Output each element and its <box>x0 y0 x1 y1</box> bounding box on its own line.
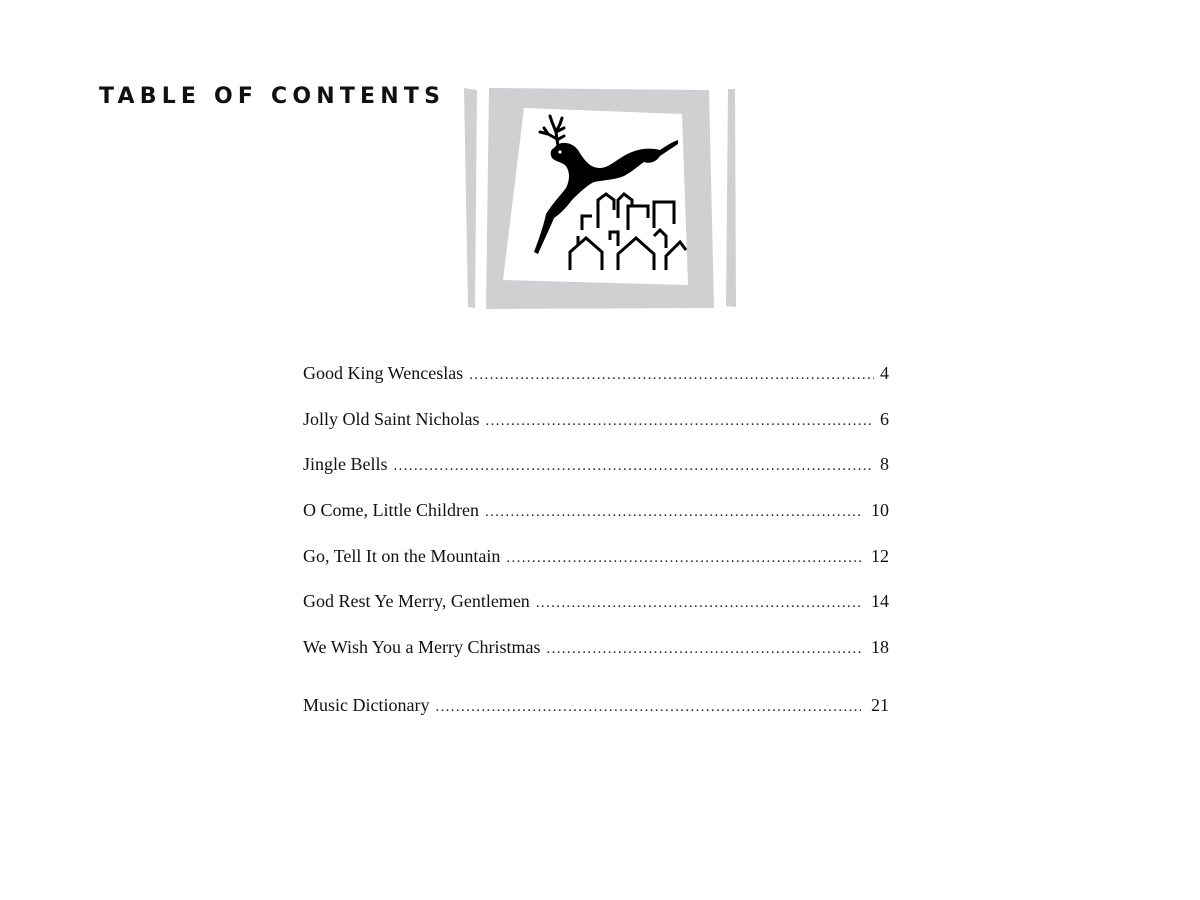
toc-entry-page: 21 <box>871 695 889 716</box>
dot-leader <box>435 692 861 722</box>
toc-entry-god-rest-ye-merry-gentlemen[interactable] <box>303 586 889 616</box>
toc-entry-title: Music Dictionary <box>303 695 430 716</box>
toc-entry-page: 8 <box>880 454 889 475</box>
toc-entry-title: We Wish You a Merry Christmas <box>303 637 541 658</box>
toc-entry-page: 12 <box>871 545 889 566</box>
dot-leader <box>394 451 875 481</box>
toc-entry-go-tell-it-on-the-mountain[interactable] <box>303 541 889 571</box>
toc-entry-jolly-old-saint-nicholas[interactable] <box>303 404 889 434</box>
toc-entry-good-king-wenceslas[interactable] <box>303 358 889 388</box>
toc-entry-title: Jingle Bells <box>303 454 388 475</box>
toc-entry-title: Jolly Old Saint Nicholas <box>303 408 480 429</box>
table-of-contents <box>303 358 889 720</box>
toc-entry-page: 6 <box>880 408 889 429</box>
toc-entry-we-wish-you-a-merry-christmas[interactable] <box>303 632 889 662</box>
reindeer-illustration <box>460 84 740 314</box>
dot-leader <box>469 360 874 390</box>
toc-entry-title: Good King Wenceslas <box>303 363 464 383</box>
leaping-reindeer-over-houses-icon <box>460 84 740 314</box>
dot-leader <box>506 543 861 573</box>
toc-entry-page: 10 <box>871 500 889 521</box>
toc-entry-o-come-little-children[interactable] <box>303 495 889 525</box>
dot-leader <box>486 406 875 436</box>
toc-entry-page: 4 <box>880 363 889 383</box>
toc-entry-page: 18 <box>871 637 889 658</box>
toc-entry-page: 14 <box>871 591 889 612</box>
toc-entry-title: O Come, Little Children <box>303 500 479 521</box>
toc-entry-title: Go, Tell It on the Mountain <box>303 545 501 566</box>
toc-entry-music-dictionary[interactable] <box>303 690 889 720</box>
toc-entry-jingle-bells[interactable] <box>303 449 889 479</box>
dot-leader <box>485 497 861 527</box>
page-title: TABLE OF CONTENTS <box>99 84 446 109</box>
dot-leader <box>536 588 861 618</box>
toc-entry-title: God Rest Ye Merry, Gentlemen <box>303 591 530 612</box>
dot-leader <box>547 634 862 664</box>
